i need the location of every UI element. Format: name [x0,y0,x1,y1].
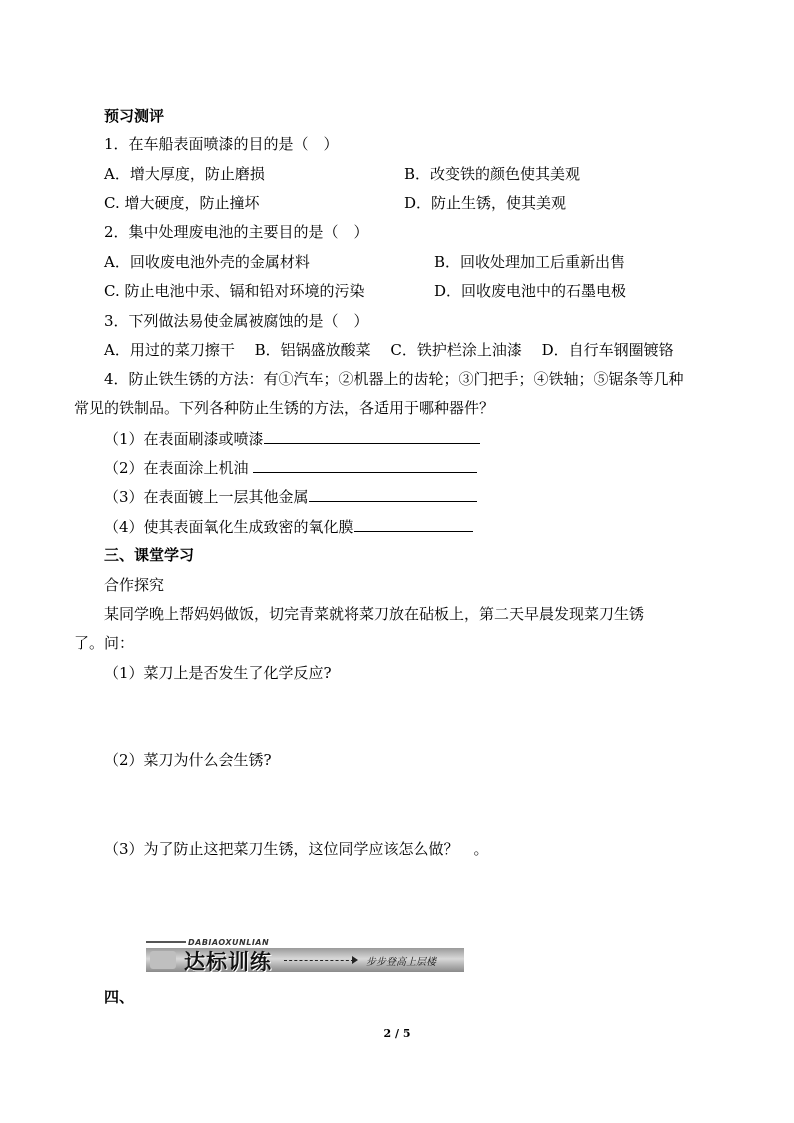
q4-sub2-blank[interactable] [253,457,477,473]
banner-pinyin: DABIAOXUNLIAN [188,938,270,947]
q1-option-d: D．防止生锈，使其美观 [404,194,567,212]
q4-sub1-label: （1）在表面刷漆或喷漆 [104,430,264,448]
q4-sub2 [104,457,477,478]
classroom-para-line2: 了。问： [74,634,135,652]
q4-sub1-blank[interactable] [264,428,480,444]
banner-emblem-icon [150,951,176,969]
classroom-sub1: （1）菜刀上是否发生了化学反应? [104,664,332,682]
classroom-sub2: （2）菜刀为什么会生锈? [104,751,272,769]
q2-option-c: C. 防止电池中汞、镉和铅对环境的污染 [104,282,365,300]
q2-option-b: B．回收处理加工后重新出售 [434,253,626,271]
banner-slogan: 步步登高上层楼 [366,957,436,968]
q4-sub4-blank[interactable] [354,516,473,532]
preview-heading: 预习测评 [104,107,165,125]
q1-option-b: B．改变铁的颜色使其美观 [404,165,581,183]
q1-option-a: A．增大厚度，防止磨损 [104,165,265,183]
q1-option-c: C. 增大硬度，防止撞坏 [104,194,260,212]
q4-sub3-blank[interactable] [309,486,477,502]
q1-row1 [104,164,704,184]
section-banner [146,938,464,974]
q4-sub4 [104,516,473,537]
section4-heading: 四、 [104,988,135,1006]
q2-option-d: D．回收废电池中的石墨电极 [434,282,627,300]
page-number: 2 / 5 [383,1027,411,1040]
q4-sub1 [104,428,480,449]
classroom-heading: 三、课堂学习 [104,546,195,564]
q4-stem-line2: 常见的铁制品。下列各种防止生锈的方法，各适用于哪种器件？ [74,399,495,417]
banner-rule [146,941,186,943]
banner-title: 达标训练 [184,950,272,974]
q4-sub3 [104,486,477,507]
q4-stem-line1: 4．防止铁生锈的方法：有①汽车；②机器上的齿轮；③门把手；④铁轴；⑤锯条等几种 [104,370,684,388]
q1-stem: 1．在车船表面喷漆的目的是（ ） [104,135,339,153]
classroom-para-line1: 某同学晚上帮妈妈做饭，切完青菜就将菜刀放在砧板上，第二天早晨发现菜刀生锈 [104,605,645,623]
banner-arrow-line [284,960,354,961]
q3-stem: 3．下列做法易使金属被腐蚀的是（ ） [104,312,369,330]
q2-option-a: A．回收废电池外壳的金属材料 [104,253,310,271]
q2-stem: 2．集中处理废电池的主要目的是（ ） [104,223,369,241]
q1-row2 [104,193,704,213]
banner-arrow-icon [352,956,358,964]
q2-row2 [104,281,704,301]
q3-options: A．用过的菜刀擦干 B．铝锅盛放酸菜 C．铁护栏涂上油漆 D．自行车钢圈镀铬 [104,341,674,359]
q4-sub4-label: （4）使其表面氧化生成致密的氧化膜 [104,518,354,536]
q2-row1 [104,252,704,272]
classroom-sub3: （3）为了防止这把菜刀生锈，这位同学应该怎么做？ 。 [104,840,489,858]
q4-sub2-label: （2）在表面涂上机油 [104,459,254,477]
q4-sub3-label: （3）在表面镀上一层其他金属 [104,488,309,506]
classroom-subheading: 合作探究 [104,576,165,594]
